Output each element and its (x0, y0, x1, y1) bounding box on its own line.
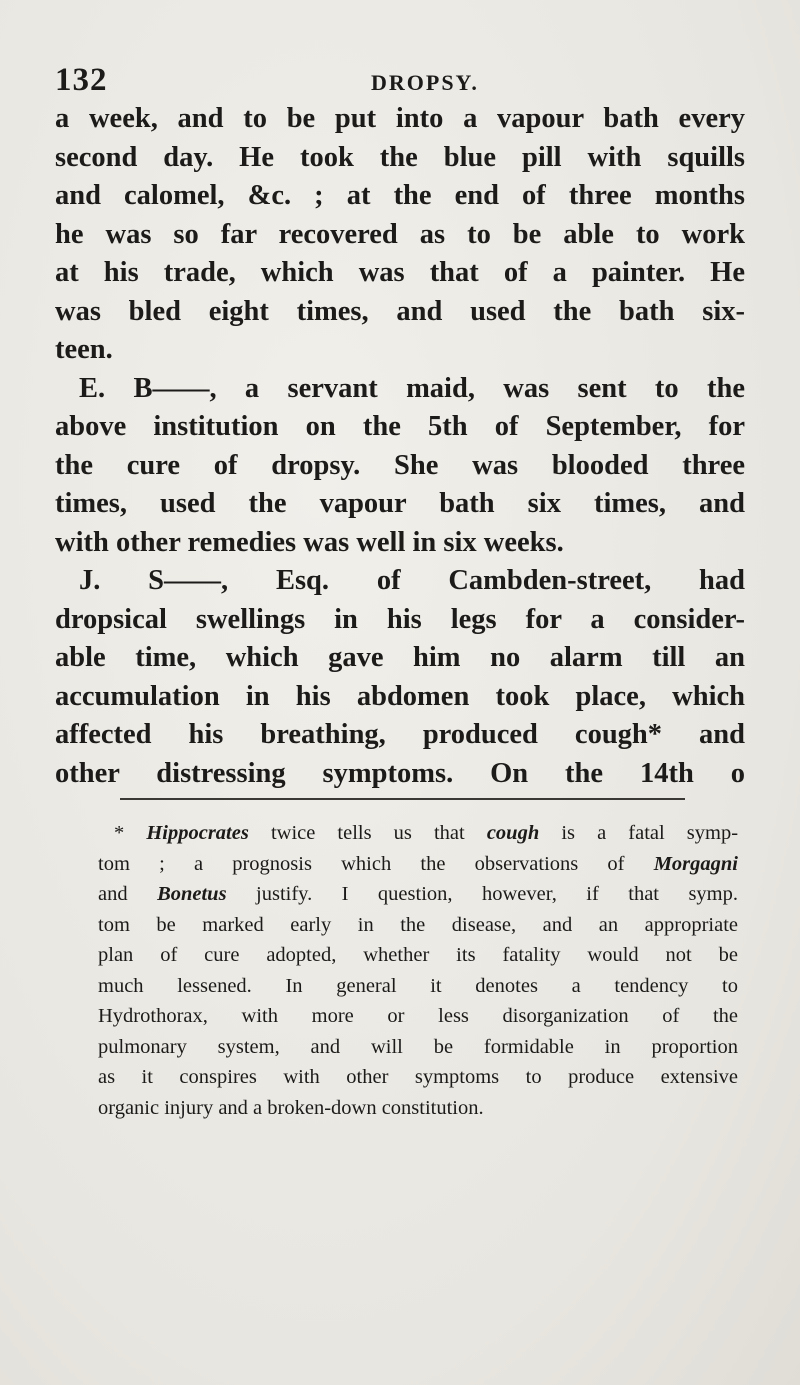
footnote-italic-hippocrates: Hippocrates (146, 822, 249, 844)
body-line: and calomel, &c. ; at the end of three months (55, 180, 745, 211)
body-line: affected his breathing, produced cough* and (55, 719, 745, 750)
footnote-italic-bonetus: Bonetus (157, 883, 227, 905)
footnote-italic-cough: cough (486, 822, 540, 844)
footnote-text: is a fatal symp- (561, 822, 739, 844)
footnote-line (98, 818, 738, 849)
footnote-line: Hydrothorax, with more or less disorganization of the (98, 1005, 738, 1027)
footnote-line (98, 879, 738, 910)
body-line: a week, and to be put into a vapour bath every (55, 103, 745, 134)
body-line: able time, which gave him no alarm till an (55, 642, 745, 673)
body-line: dropsical swellings in his legs for a consider- (55, 603, 745, 635)
footnote-line: plan of cure adopted, whether its fatality would not be (98, 944, 738, 966)
footnote (98, 818, 738, 1123)
body-line: at his trade, which was that of a painter. He (55, 257, 745, 288)
footnote-line: organic injury and a broken-down constitution. (98, 1096, 484, 1119)
body-line: the cure of dropsy. She was blooded three (55, 449, 745, 481)
footnote-text: twice tells us that (270, 822, 465, 844)
footnote-text: and (98, 883, 128, 905)
body-line: E. B——, a servant maid, was sent to the (79, 372, 745, 404)
body-line: J. S——, Esq. of Cambden-street, had (79, 565, 745, 596)
page-number: 132 (55, 62, 108, 98)
body-line: above institution on the 5th of September, for (55, 411, 745, 442)
body-line: second day. He took the blue pill with squills (55, 141, 745, 173)
body-line: with other remedies was well in six weeks. (55, 526, 564, 558)
footnote-line: pulmonary system, and will be formidable in proportion (98, 1035, 738, 1058)
footnote-marker: * (114, 822, 125, 844)
footnote-line: tom be marked early in the disease, and an appropriate (98, 913, 738, 936)
footnote-line: as it conspires with other symptoms to produce extensive (98, 1066, 738, 1088)
footnote-text: justify. I question, however, if that symp. (256, 883, 738, 905)
body-line: was bled eight times, and used the bath six- (55, 295, 745, 327)
body-line: accumulation in his abdomen took place, which (55, 680, 745, 712)
body-line: other distressing symptoms. On the 14th o (55, 757, 745, 789)
footnote-divider (120, 798, 685, 800)
body-line: he was so far recovered as to be able to work (55, 218, 745, 250)
body-line: times, used the vapour bath six times, and (55, 488, 745, 519)
footnote-line: much lessened. In general it denotes a tendency to (98, 974, 738, 997)
footnote-italic-morgagni: Morgagni (653, 852, 738, 875)
page-header (55, 62, 745, 102)
footnote-text: tom ; a prognosis which the observations of (98, 852, 625, 875)
body-line: teen. (55, 334, 113, 365)
running-head: DROPSY. (371, 70, 479, 95)
footnote-line (98, 849, 738, 880)
body-text (55, 100, 745, 793)
